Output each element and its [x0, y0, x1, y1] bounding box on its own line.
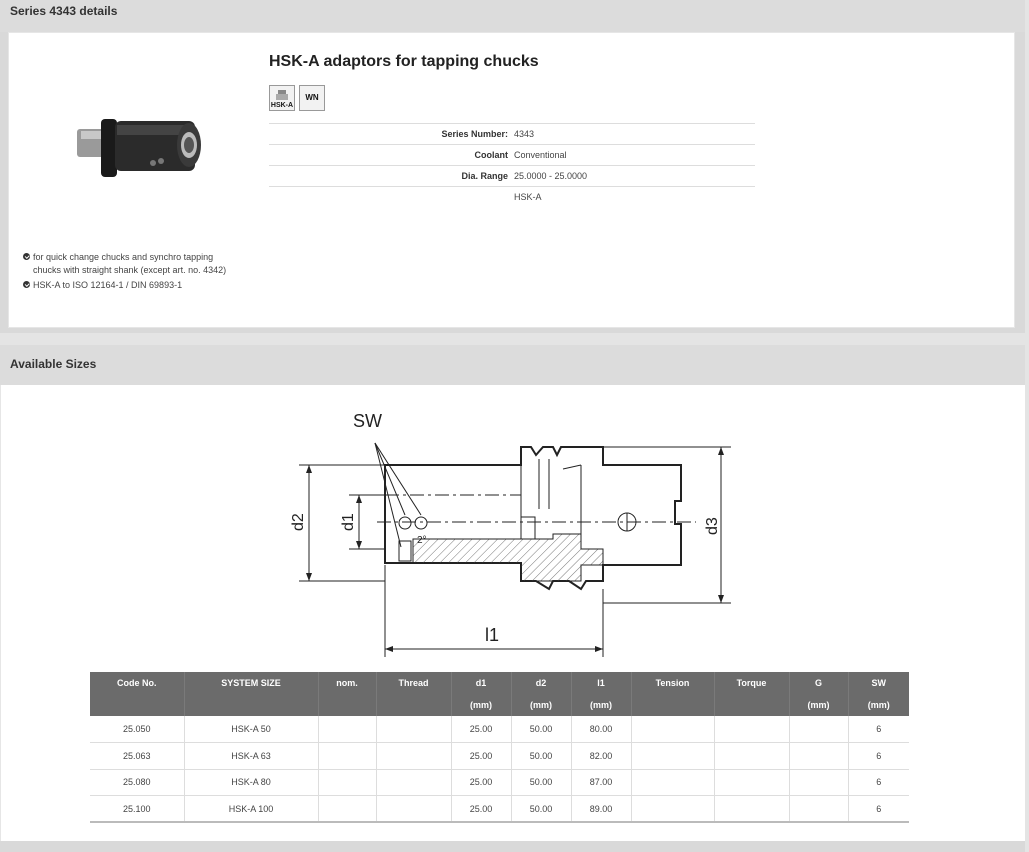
table-cell [789, 769, 848, 796]
column-unit [714, 694, 789, 716]
table-cell: 87.00 [571, 769, 631, 796]
details-panel-body [8, 32, 1015, 328]
table-cell: 50.00 [511, 769, 571, 796]
d3-label: d3 [704, 517, 721, 535]
column-unit: (mm) [848, 694, 909, 716]
column-header: SW [848, 672, 909, 694]
column-unit: (mm) [571, 694, 631, 716]
table-cell: 6 [848, 743, 909, 770]
column-header: Tension [631, 672, 714, 694]
spec-value: HSK-A [511, 187, 755, 208]
hsk-a-icon-label: HSK-A [270, 102, 294, 109]
table-cell: 82.00 [571, 743, 631, 770]
table-cell [714, 716, 789, 743]
column-unit [90, 694, 184, 716]
table-cell [376, 796, 451, 823]
column-header: l1 [571, 672, 631, 694]
feature-list [23, 251, 243, 294]
column-header: Torque [714, 672, 789, 694]
table-cell [376, 769, 451, 796]
icon-row [269, 85, 325, 111]
hsk-a-icon [269, 85, 295, 111]
table-cell [714, 796, 789, 823]
table-cell: 25.00 [451, 796, 511, 823]
wn-icon-label: WN [305, 93, 319, 102]
column-header: SYSTEM SIZE [184, 672, 318, 694]
column-unit: (mm) [451, 694, 511, 716]
table-cell [789, 716, 848, 743]
product-title: HSK-A adaptors for tapping chucks [269, 53, 539, 70]
details-panel [0, 0, 1025, 333]
table-cell: 50.00 [511, 796, 571, 823]
details-panel-header: Series 4343 details [0, 0, 1025, 32]
table-cell [318, 769, 376, 796]
table-cell: 25.00 [451, 769, 511, 796]
product-image [71, 111, 211, 181]
column-header: G [789, 672, 848, 694]
table-cell: 25.080 [90, 769, 184, 796]
spec-value: Conventional [511, 145, 755, 166]
table-cell: 80.00 [571, 716, 631, 743]
table-cell [631, 769, 714, 796]
table-cell: 6 [848, 796, 909, 823]
spec-row [269, 187, 755, 208]
table-cell [631, 796, 714, 823]
angle-label: 2° [417, 535, 427, 546]
table-cell [376, 743, 451, 770]
spec-key: Series Number: [269, 124, 511, 145]
table-cell [318, 796, 376, 823]
column-unit: (mm) [789, 694, 848, 716]
column-header: Thread [376, 672, 451, 694]
table-cell [789, 743, 848, 770]
hsk-shape-icon [274, 90, 290, 102]
sizes-header-row [90, 672, 909, 694]
column-unit [318, 694, 376, 716]
table-cell: 25.00 [451, 716, 511, 743]
column-unit [184, 694, 318, 716]
sizes-panel [0, 345, 1025, 852]
d2-label: d2 [290, 513, 307, 531]
spec-key [269, 187, 511, 208]
technical-drawing [281, 399, 751, 669]
sizes-unit-row [90, 694, 909, 716]
table-cell [376, 716, 451, 743]
column-unit [376, 694, 451, 716]
table-cell [714, 743, 789, 770]
d1-label: d1 [340, 513, 357, 531]
column-header: Code No. [90, 672, 184, 694]
spec-key: Dia. Range [269, 166, 511, 187]
column-unit: (mm) [511, 694, 571, 716]
table-cell: 50.00 [511, 716, 571, 743]
feature-item: for quick change chucks and synchro tapping chucks with straight shank (except art. no. 4342) [23, 251, 243, 277]
spec-key: Coolant [269, 145, 511, 166]
wn-icon [299, 85, 325, 111]
spec-value: 25.0000 - 25.0000 [511, 166, 755, 187]
spec-row [269, 145, 755, 166]
table-row[interactable] [90, 796, 909, 823]
table-row[interactable] [90, 743, 909, 770]
table-cell [789, 796, 848, 823]
table-cell: 25.100 [90, 796, 184, 823]
table-cell: 25.00 [451, 743, 511, 770]
table-cell [631, 743, 714, 770]
table-cell: 89.00 [571, 796, 631, 823]
table-cell: 6 [848, 716, 909, 743]
table-cell [318, 743, 376, 770]
table-cell: HSK-A 63 [184, 743, 318, 770]
sizes-table [90, 672, 909, 823]
spec-row [269, 124, 755, 145]
table-cell [714, 769, 789, 796]
table-row[interactable] [90, 769, 909, 796]
table-cell: 6 [848, 769, 909, 796]
table-cell: HSK-A 50 [184, 716, 318, 743]
column-header: d2 [511, 672, 571, 694]
l1-label: l1 [485, 625, 500, 645]
sizes-panel-body [0, 385, 1025, 841]
sizes-panel-header: Available Sizes [0, 345, 1025, 385]
feature-item: HSK-A to ISO 12164-1 / DIN 69893-1 [23, 279, 243, 292]
sw-label: SW [353, 411, 382, 431]
table-cell: 25.050 [90, 716, 184, 743]
table-cell: 50.00 [511, 743, 571, 770]
table-row[interactable] [90, 716, 909, 743]
column-header: nom. [318, 672, 376, 694]
spec-table [269, 123, 755, 208]
column-header: d1 [451, 672, 511, 694]
spec-row [269, 166, 755, 187]
spec-value: 4343 [511, 124, 755, 145]
table-cell: HSK-A 80 [184, 769, 318, 796]
table-cell: HSK-A 100 [184, 796, 318, 823]
table-cell [631, 716, 714, 743]
column-unit [631, 694, 714, 716]
table-cell: 25.063 [90, 743, 184, 770]
table-cell [318, 716, 376, 743]
